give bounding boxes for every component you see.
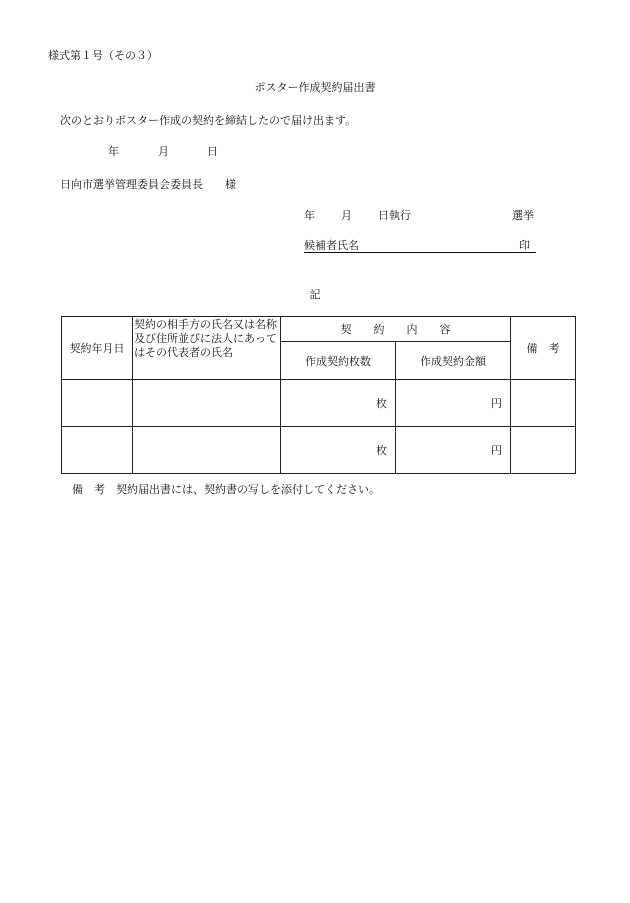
date-month-label: 月 bbox=[158, 145, 169, 158]
document-title: ポスター作成契約届出書 bbox=[254, 81, 376, 94]
election-type-label: 選挙 bbox=[512, 209, 534, 222]
cell-amount[interactable] bbox=[396, 427, 511, 474]
cell-count[interactable] bbox=[281, 427, 396, 474]
amount-unit: 円 bbox=[491, 444, 502, 457]
cell-date[interactable] bbox=[62, 427, 133, 474]
header-count: 作成契約枚数 bbox=[281, 342, 396, 380]
header-contract-date: 契約年月日 bbox=[62, 317, 133, 380]
candidate-name-line[interactable] bbox=[304, 237, 536, 253]
candidate-name-label: 候補者氏名 bbox=[304, 239, 359, 252]
cell-remarks[interactable] bbox=[511, 427, 576, 474]
header-amount: 作成契約金額 bbox=[396, 342, 511, 380]
cell-count[interactable] bbox=[281, 380, 396, 427]
cell-partner[interactable] bbox=[133, 427, 281, 474]
cell-date[interactable] bbox=[62, 380, 133, 427]
intro-text: 次のとおりポスター作成の契約を締結したので届け出ます。 bbox=[60, 114, 357, 127]
date-day-label: 日 bbox=[207, 145, 218, 158]
count-unit: 枚 bbox=[376, 444, 387, 457]
amount-unit: 円 bbox=[491, 397, 502, 410]
election-year-label: 年 bbox=[304, 209, 315, 222]
election-month-label: 月 bbox=[341, 209, 352, 222]
election-day-exec-label: 日執行 bbox=[378, 209, 411, 222]
contract-table bbox=[61, 316, 576, 474]
table-row bbox=[62, 427, 576, 474]
addressee: 日向市選挙管理委員会委員長 様 bbox=[60, 178, 236, 191]
header-remarks: 備 考 bbox=[511, 317, 576, 380]
count-unit: 枚 bbox=[376, 397, 387, 410]
date-year-label: 年 bbox=[108, 145, 119, 158]
seal-label: 印 bbox=[519, 239, 530, 252]
form-number: 様式第１号（その３） bbox=[48, 49, 158, 62]
cell-amount[interactable] bbox=[396, 380, 511, 427]
cell-remarks[interactable] bbox=[511, 380, 576, 427]
header-partner: 契約の相手方の氏名又は名称及び住所並びに法人にあってはその代表者の氏名 bbox=[133, 317, 281, 380]
ki-heading: 記 bbox=[309, 288, 321, 301]
cell-partner[interactable] bbox=[133, 380, 281, 427]
remarks-note: 備 考 契約届出書には、契約書の写しを添付してください。 bbox=[72, 483, 380, 496]
header-contract-content: 契 約 内 容 bbox=[281, 317, 511, 342]
table-row bbox=[62, 380, 576, 427]
